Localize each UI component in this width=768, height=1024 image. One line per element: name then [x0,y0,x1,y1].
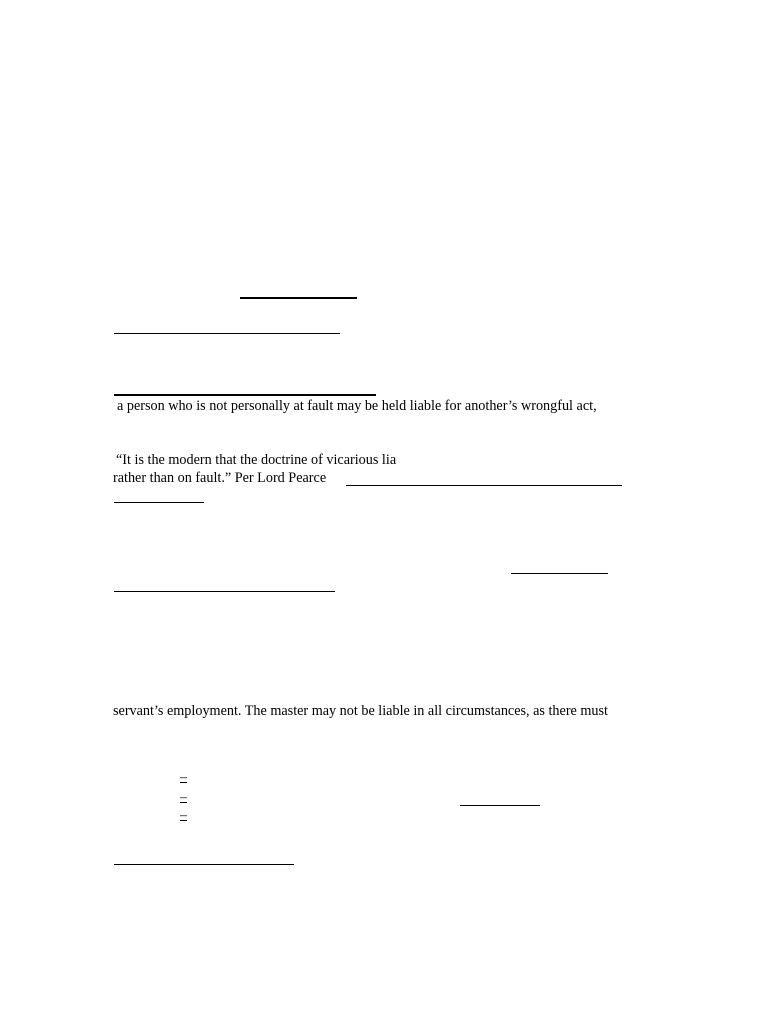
underline-rule-4 [346,485,622,486]
underline-rule-3 [114,394,376,396]
underline-rule-6 [511,573,608,574]
underline-rule-8 [460,805,540,806]
list-marker-1: – [180,770,187,785]
underline-rule-9 [114,864,294,865]
underline-rule-5 [114,502,204,503]
quote-line-1: “It is the modern that the doctrine of vicarious lia [116,452,397,468]
list-marker-3: – [180,808,187,823]
underline-rule-2 [114,333,340,334]
definition-line: a person who is not personally at fault may be held liable for another’s wrongful act, [117,398,597,414]
underline-rule-1 [240,297,357,299]
list-marker-2: – [180,790,187,805]
underline-rule-7 [114,591,335,592]
quote-line-2: rather than on fault.” Per Lord Pearce [113,470,327,486]
employment-line: servant’s employment. The master may not be liable in all circumstances, as there must [113,703,608,719]
